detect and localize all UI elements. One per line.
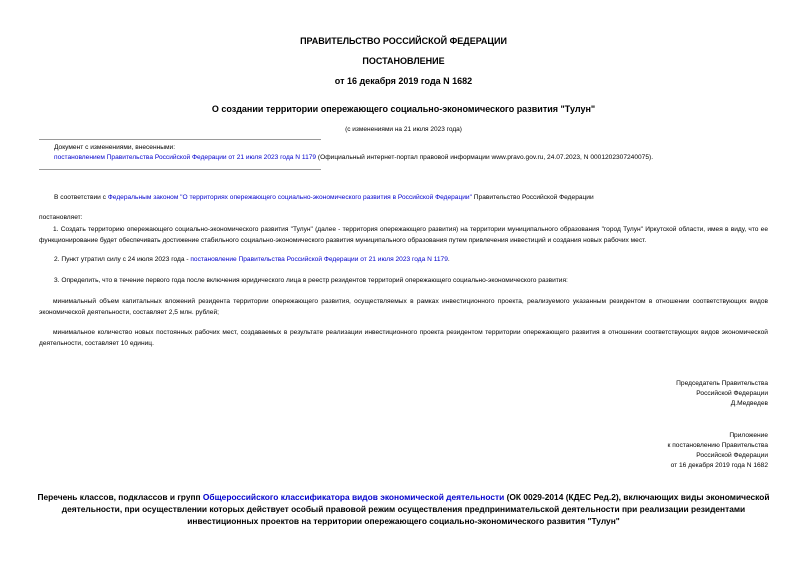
annex-title-end: (ОК 0029-2014 (КДЕС Ред.2), включающих виды экономической деятельности, при осуществлении которых действует особый правовой режим осуществления предпринимательской деятельности при реализации резидентами инвестиционных проектов на территории опережающего социально-экономического развития "Тулун" [61, 492, 770, 526]
signature-organization: Российской Федерации [696, 390, 768, 397]
signature-name: Д.Медведев [730, 400, 768, 407]
repeal-decree-link[interactable]: постановление Правительства Российской Федерации от 21 июля 2023 года N 1179 [190, 256, 448, 263]
paragraph-3-capital-investment: минимальный объем капитальных вложений резидента территории опережающего развития, осуществляемых в рамках инвестиционного проекта, реализуемого указанным резидентом в отношении соответствующих видов экономической деятельности, составляет 2,5 млн. рублей; [39, 298, 768, 316]
preamble-paragraph [54, 193, 594, 203]
paragraph-1: 1. Создать территорию опережающего социально-экономического развития "Тулун" (далее - территория опережающего развития) на территории муниципального образования "город Тулун" Иркутской области, имея в виду, что ее функционирование будет обеспечивать достижение стабильного социально-экономического развития муниципального образования путем привлечения инвестиций и создания новых рабочих мест. [39, 226, 768, 244]
decides-label: постановляет: [39, 214, 83, 221]
federal-law-link[interactable]: Федеральным законом "О территориях опережающего социально-экономического развития в Российской Федерации" [107, 194, 472, 201]
appendix-block [668, 431, 769, 471]
paragraph-3-new-jobs: минимальное количество новых постоянных рабочих мест, создаваемых в результате реализации инвестиционного проекта резидентом территории опережающего развития в отношении соответствующих видов экономической деятельности, составляет 10 единиц. [39, 329, 768, 347]
amendments-bottom-divider [39, 169, 321, 170]
document-type-heading: ПОСТАНОВЛЕНИЕ [362, 56, 445, 66]
appendix-label: Приложение [729, 432, 768, 439]
annex-title-start: Перечень классов, подклассов и групп [37, 492, 203, 502]
paragraph-3: 3. Определить, что в течение первого года после включения юридического лица в реестр резидентов территорий опережающего социально-экономического развития: [54, 277, 568, 284]
paragraph-2-text: 2. Пункт утратил силу с 24 июля 2023 года - [54, 256, 191, 263]
appendix-date-number: от 16 декабря 2019 года N 1682 [670, 462, 768, 469]
amendments-top-divider [39, 139, 321, 140]
document-date-number: от 16 декабря 2019 года N 1682 [334, 76, 473, 86]
government-heading: ПРАВИТЕЛЬСТВО РОССИЙСКОЙ ФЕДЕРАЦИИ [300, 36, 507, 46]
amendments-line [54, 153, 653, 163]
preamble-text-start: В соответствии с [54, 194, 108, 201]
signature-position: Председатель Правительства [676, 380, 768, 387]
preamble-text-end: Правительство Российской Федерации [471, 194, 594, 201]
changes-note: (с изменениями на 21 июля 2023 года) [345, 126, 462, 133]
amendment-decree-link[interactable]: постановлением Правительства Российской Федерации от 21 июля 2023 года N 1179 [54, 154, 317, 161]
appendix-reference: к постановлению Правительства [667, 442, 768, 449]
annex-title [30, 491, 777, 527]
okved-classifier-link[interactable]: Общероссийского классификатора видов экономической деятельности [202, 492, 505, 502]
paragraph-2-end: . [447, 256, 450, 263]
signature-block [676, 379, 768, 409]
amendments-intro: Документ с изменениями, внесенными: [54, 144, 176, 151]
document-title: О создании территории опережающего социально-экономического развития "Тулун" [211, 104, 596, 114]
appendix-organization: Российской Федерации [696, 452, 768, 459]
amendments-source: (Официальный интернет-портал правовой информации www.pravo.gov.ru, 24.07.2023, N 0001202307240075). [316, 154, 654, 161]
paragraph-2 [54, 255, 450, 265]
